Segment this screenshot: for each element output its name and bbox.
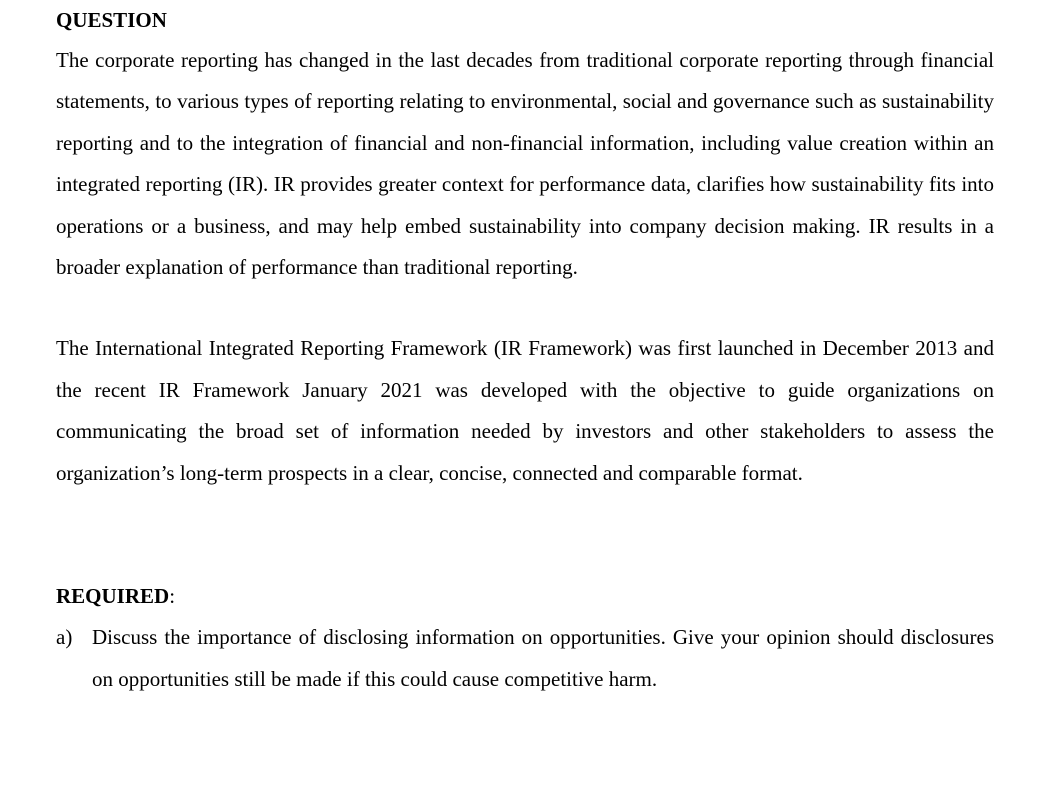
list-marker: a): [56, 625, 73, 650]
required-section: [56, 576, 994, 700]
paragraph-corporate-reporting: The corporate reporting has changed in the last decades from traditional corporate reporting through financial statements, to various types of reporting relating to environmental, social and governance such as sustainability reporting and to the integration of financial and non-financial information, including value creation within an integrated reporting (IR). IR provides greater context for performance data, clarifies how sustainability fits into operations or a business, and may help embed sustainability into company decision making. IR results in a broader explanation of performance than traditional reporting.: [56, 48, 994, 280]
required-label-suffix: :: [169, 584, 176, 609]
required-item-a: [56, 617, 994, 700]
document-page: [56, 0, 994, 700]
list-item-text: Discuss the importance of disclosing information on opportunities. Give your opinion should disclosures on opportunities still be made if this could cause competitive harm.: [92, 625, 994, 691]
paragraph-ir-framework: The International Integrated Reporting Framework (IR Framework) was first launched in December 2013 and the recent IR Framework January 2021 was developed with the objective to guide organizations on communicating the broad set of information needed by investors and other stakeholders to assess the organization’s long-term prospects in a clear, concise, connected and comparable format.: [56, 336, 994, 485]
required-label: REQUIRED: [56, 584, 170, 609]
required-heading: [56, 576, 994, 617]
question-heading: QUESTION: [56, 8, 167, 32]
